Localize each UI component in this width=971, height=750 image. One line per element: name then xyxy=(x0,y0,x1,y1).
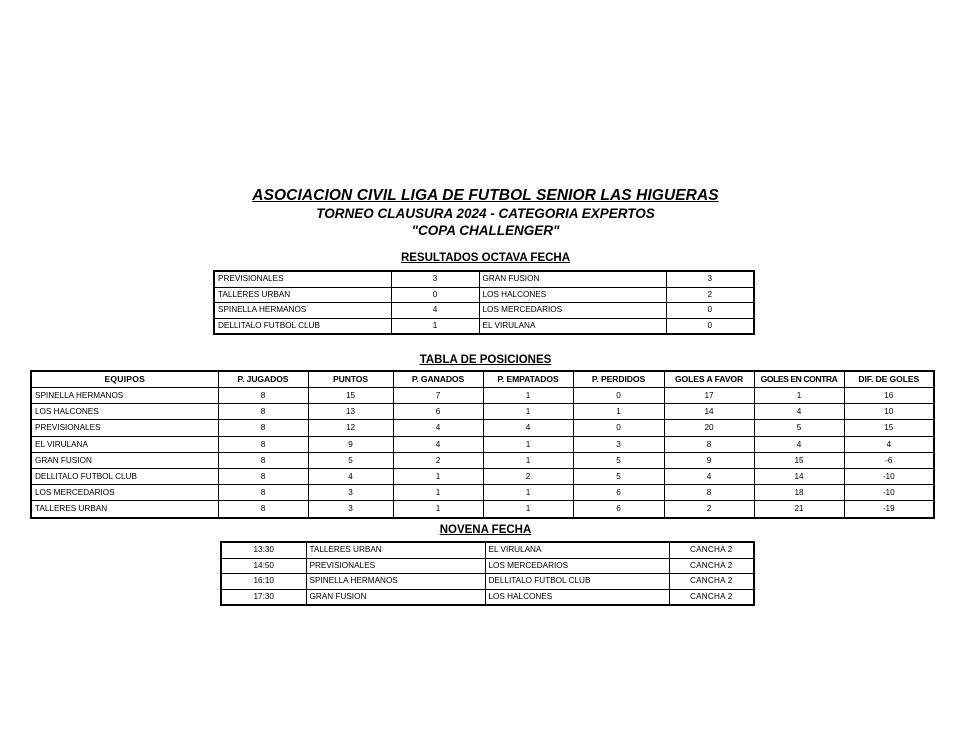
standings-team: GRAN FUSION xyxy=(31,452,218,468)
fixture-field: CANCHA 2 xyxy=(669,542,754,558)
table-row xyxy=(31,436,934,452)
fixture-time: 16:10 xyxy=(221,574,306,590)
standings-played: 8 xyxy=(218,469,308,485)
column-header-equipos: EQUIPOS xyxy=(31,371,218,388)
fixture-away-team: EL VIRULANA xyxy=(485,542,669,558)
standings-points: 5 xyxy=(308,452,393,468)
standings-won: 4 xyxy=(393,436,483,452)
result-away-team: LOS HALCONES xyxy=(479,287,666,303)
standings-goals-against: 4 xyxy=(754,436,844,452)
standings-team: PREVISIONALES xyxy=(31,420,218,436)
standings-won: 4 xyxy=(393,420,483,436)
standings-goal-diff: -10 xyxy=(844,485,934,501)
organization-title: ASOCIACION CIVIL LIGA DE FUTBOL SENIOR LAS HIGUERAS xyxy=(252,187,719,204)
column-header-puntos: PUNTOS xyxy=(308,371,393,388)
fixture-away-team: LOS HALCONES xyxy=(485,589,669,605)
result-home-team: SPINELLA HERMANOS xyxy=(214,303,391,319)
standings-points: 12 xyxy=(308,420,393,436)
column-header-goles-en-contra: GOLES EN CONTRA xyxy=(754,371,844,388)
standings-lost: 3 xyxy=(573,436,664,452)
standings-goal-diff: -10 xyxy=(844,469,934,485)
standings-lost: 5 xyxy=(573,469,664,485)
standings-goal-diff: 15 xyxy=(844,420,934,436)
result-home-team: TALLERES URBAN xyxy=(214,287,391,303)
standings-goal-diff: 16 xyxy=(844,388,934,404)
standings-section-title: TABLA DE POSICIONES xyxy=(419,354,552,366)
standings-won: 6 xyxy=(393,404,483,420)
result-home-score: 1 xyxy=(391,318,479,334)
fixture-time: 13:30 xyxy=(221,542,306,558)
standings-points: 13 xyxy=(308,404,393,420)
fixture-home-team: SPINELLA HERMANOS xyxy=(306,574,485,590)
fixture-field: CANCHA 2 xyxy=(669,558,754,574)
standings-points: 3 xyxy=(308,485,393,501)
table-row xyxy=(31,452,934,468)
standings-drawn: 1 xyxy=(483,485,573,501)
standings-points: 9 xyxy=(308,436,393,452)
standings-played: 8 xyxy=(218,485,308,501)
standings-drawn: 1 xyxy=(483,388,573,404)
standings-goals-for: 14 xyxy=(664,404,754,420)
table-row xyxy=(214,287,754,303)
result-home-team: DELLITALO FUTBOL CLUB xyxy=(214,318,391,334)
table-row xyxy=(31,501,934,518)
table-row xyxy=(221,558,754,574)
standings-team: EL VIRULANA xyxy=(31,436,218,452)
standings-goal-diff: 10 xyxy=(844,404,934,420)
standings-lost: 6 xyxy=(573,485,664,501)
standings-goals-for: 17 xyxy=(664,388,754,404)
table-row xyxy=(221,542,754,558)
standings-goals-for: 2 xyxy=(664,501,754,518)
table-row xyxy=(221,574,754,590)
standings-goals-for: 20 xyxy=(664,420,754,436)
document-header xyxy=(0,186,971,239)
standings-won: 7 xyxy=(393,388,483,404)
standings-goals-against: 14 xyxy=(754,469,844,485)
results-section-title: RESULTADOS OCTAVA FECHA xyxy=(400,252,571,264)
fixtures-table xyxy=(220,541,755,606)
standings-team: DELLITALO FUTBOL CLUB xyxy=(31,469,218,485)
table-row xyxy=(221,589,754,605)
standings-lost: 1 xyxy=(573,404,664,420)
standings-lost: 0 xyxy=(573,388,664,404)
standings-goal-diff: -19 xyxy=(844,501,934,518)
standings-drawn: 1 xyxy=(483,436,573,452)
result-home-score: 4 xyxy=(391,303,479,319)
result-away-team: LOS MERCEDARIOS xyxy=(479,303,666,319)
standings-drawn: 1 xyxy=(483,452,573,468)
table-row xyxy=(31,420,934,436)
standings-won: 1 xyxy=(393,501,483,518)
standings-drawn: 1 xyxy=(483,501,573,518)
standings-drawn: 2 xyxy=(483,469,573,485)
standings-goals-against: 15 xyxy=(754,452,844,468)
standings-points: 15 xyxy=(308,388,393,404)
result-home-team: PREVISIONALES xyxy=(214,271,391,287)
fixture-field: CANCHA 2 xyxy=(669,574,754,590)
result-away-score: 3 xyxy=(666,271,754,287)
column-header-jugados: P. JUGADOS xyxy=(218,371,308,388)
standings-goals-against: 21 xyxy=(754,501,844,518)
standings-played: 8 xyxy=(218,388,308,404)
standings-goals-for: 8 xyxy=(664,485,754,501)
standings-goals-for: 4 xyxy=(664,469,754,485)
result-home-score: 0 xyxy=(391,287,479,303)
standings-goals-for: 8 xyxy=(664,436,754,452)
standings-played: 8 xyxy=(218,452,308,468)
standings-won: 1 xyxy=(393,469,483,485)
fixture-field: CANCHA 2 xyxy=(669,589,754,605)
fixture-away-team: LOS MERCEDARIOS xyxy=(485,558,669,574)
table-row xyxy=(31,404,934,420)
standings-points: 4 xyxy=(308,469,393,485)
standings-goal-diff: 4 xyxy=(844,436,934,452)
table-row xyxy=(214,318,754,334)
standings-goals-against: 5 xyxy=(754,420,844,436)
table-row xyxy=(31,388,934,404)
fixture-home-team: PREVISIONALES xyxy=(306,558,485,574)
standings-goals-against: 4 xyxy=(754,404,844,420)
standings-points: 3 xyxy=(308,501,393,518)
results-table xyxy=(213,270,755,335)
standings-goals-against: 1 xyxy=(754,388,844,404)
fixture-home-team: TALLERES URBAN xyxy=(306,542,485,558)
fixture-time: 17:30 xyxy=(221,589,306,605)
column-header-goles-a-favor: GOLES A FAVOR xyxy=(664,371,754,388)
standings-won: 1 xyxy=(393,485,483,501)
table-row xyxy=(214,271,754,287)
standings-lost: 0 xyxy=(573,420,664,436)
result-away-score: 0 xyxy=(666,318,754,334)
result-away-team: GRAN FUSION xyxy=(479,271,666,287)
table-row xyxy=(31,469,934,485)
standings-goal-diff: -6 xyxy=(844,452,934,468)
standings-team: SPINELLA HERMANOS xyxy=(31,388,218,404)
standings-played: 8 xyxy=(218,420,308,436)
column-header-empatados: P. EMPATADOS xyxy=(483,371,573,388)
result-away-score: 0 xyxy=(666,303,754,319)
standings-team: TALLERES URBAN xyxy=(31,501,218,518)
table-row xyxy=(31,485,934,501)
standings-goals-for: 9 xyxy=(664,452,754,468)
fixtures-section-title: NOVENA FECHA xyxy=(439,524,532,536)
cup-subtitle: "COPA CHALLENGER" xyxy=(411,223,560,238)
column-header-dif-de-goles: DIF. DE GOLES xyxy=(844,371,934,388)
result-away-score: 2 xyxy=(666,287,754,303)
fixture-time: 14:50 xyxy=(221,558,306,574)
standings-goals-against: 18 xyxy=(754,485,844,501)
standings-table xyxy=(30,370,935,519)
tournament-subtitle: TORNEO CLAUSURA 2024 - CATEGORIA EXPERTOS xyxy=(316,206,655,221)
standings-drawn: 4 xyxy=(483,420,573,436)
table-row xyxy=(214,303,754,319)
column-header-perdidos: P. PERDIDOS xyxy=(573,371,664,388)
standings-won: 2 xyxy=(393,452,483,468)
standings-header-row xyxy=(31,371,934,388)
standings-lost: 6 xyxy=(573,501,664,518)
result-away-team: EL VIRULANA xyxy=(479,318,666,334)
fixture-away-team: DELLITALO FUTBOL CLUB xyxy=(485,574,669,590)
standings-lost: 5 xyxy=(573,452,664,468)
standings-team: LOS MERCEDARIOS xyxy=(31,485,218,501)
standings-drawn: 1 xyxy=(483,404,573,420)
column-header-ganados: P. GANADOS xyxy=(393,371,483,388)
standings-team: LOS HALCONES xyxy=(31,404,218,420)
result-home-score: 3 xyxy=(391,271,479,287)
standings-played: 8 xyxy=(218,501,308,518)
standings-played: 8 xyxy=(218,436,308,452)
fixture-home-team: GRAN FUSION xyxy=(306,589,485,605)
standings-played: 8 xyxy=(218,404,308,420)
